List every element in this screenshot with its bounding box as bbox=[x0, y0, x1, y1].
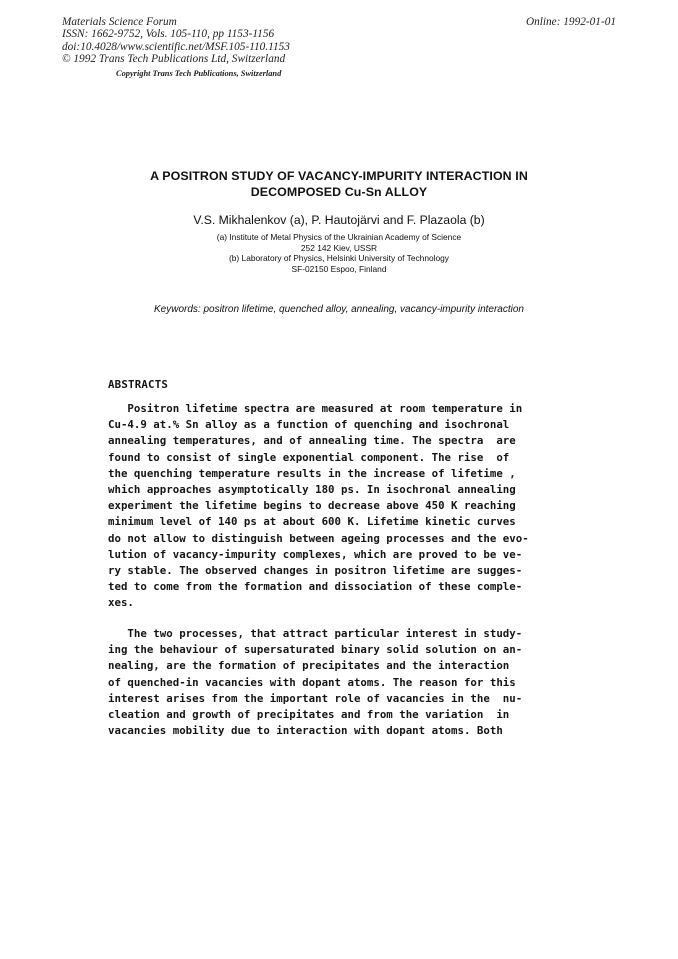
text-line: ry stable. The observed changes in positron lifetime are sugges- bbox=[108, 563, 523, 577]
affiliations bbox=[0, 232, 678, 275]
affiliation-line: (a) Institute of Metal Physics of the Ukrainian Academy of Science bbox=[216, 232, 462, 242]
text-line: experiment the lifetime begins to decrease above 450 K reaching bbox=[108, 499, 516, 513]
abstract-paragraph bbox=[108, 401, 529, 611]
title-line-2: DECOMPOSED Cu-Sn ALLOY bbox=[250, 185, 428, 199]
text-line: vacancies mobility due to interaction with dopant atoms. Both bbox=[108, 724, 503, 738]
text-line: do not allow to distinguish between ageing processes and the evo- bbox=[108, 531, 529, 545]
text-line: annealing temperatures, and of annealing time. The spectra are bbox=[108, 434, 516, 448]
text-line: ted to come from the formation and dissociation of these comple- bbox=[108, 580, 523, 594]
text-line: found to consist of single exponential component. The rise of bbox=[108, 450, 510, 464]
text-line: which approaches asymptotically 180 ps. In isochronal annealing bbox=[108, 482, 516, 496]
copyright-line: © 1992 Trans Tech Publications Ltd, Switzerland bbox=[62, 53, 286, 66]
text-line: cleation and growth of precipitates and from the variation in bbox=[108, 707, 510, 721]
online-date: Online: 1992-01-01 bbox=[525, 16, 616, 28]
affiliation-line: 252 142 Kiev, USSR bbox=[300, 242, 378, 253]
text-line: the quenching temperature results in the increase of lifetime , bbox=[108, 466, 516, 480]
text-line: of quenched-in vacancies with dopant atoms. The reason for this bbox=[108, 675, 516, 689]
text-line: ing the behaviour of supersaturated binary solid solution on an- bbox=[108, 643, 523, 657]
body-paragraph bbox=[108, 626, 522, 739]
issn-line: ISSN: 1662-9752, Vols. 105-110, pp 1153-1156 bbox=[62, 28, 275, 41]
text-line: minimum level of 140 ps at about 600 K. Lifetime kinetic curves bbox=[108, 515, 516, 529]
affiliation-line: SF-02150 Espoo, Finland bbox=[291, 264, 387, 275]
text-line: interest arises from the important role of vacancies in the nu- bbox=[108, 691, 523, 705]
journal-header bbox=[62, 16, 290, 79]
paper-title bbox=[0, 168, 678, 200]
title-line-1: A POSITRON STUDY OF VACANCY-IMPURITY INTERACTION IN bbox=[150, 169, 528, 183]
text-line: xes. bbox=[108, 596, 134, 610]
publisher-copyright: Copyright Trans Tech Publications, Switzerland bbox=[116, 68, 282, 78]
text-line: The two processes, that attract particular interest in study- bbox=[108, 627, 523, 640]
doi-line: doi:10.4028/www.scientific.net/MSF.105-110.1153 bbox=[62, 40, 290, 53]
text-line: Positron lifetime spectra are measured at room temperature in bbox=[108, 402, 523, 415]
text-line: lution of vacancy-impurity complexes, which are proved to be ve- bbox=[108, 547, 523, 561]
affiliation-line: (b) Laboratory of Physics, Helsinki University of Technology bbox=[228, 253, 449, 264]
keywords: Keywords: positron lifetime, quenched alloy, annealing, vacancy-impurity interaction bbox=[153, 304, 524, 315]
text-line: nealing, are the formation of precipitates and the interaction bbox=[108, 659, 510, 673]
text-line: Cu-4.9 at.% Sn alloy as a function of quenching and isochronal bbox=[108, 418, 510, 432]
abstract-heading: ABSTRACTS bbox=[108, 378, 169, 391]
journal-name: Materials Science Forum bbox=[62, 16, 177, 28]
author-list: V.S. Mikhalenkov (a), P. Hautojärvi and F. Plazaola (b) bbox=[193, 213, 485, 227]
